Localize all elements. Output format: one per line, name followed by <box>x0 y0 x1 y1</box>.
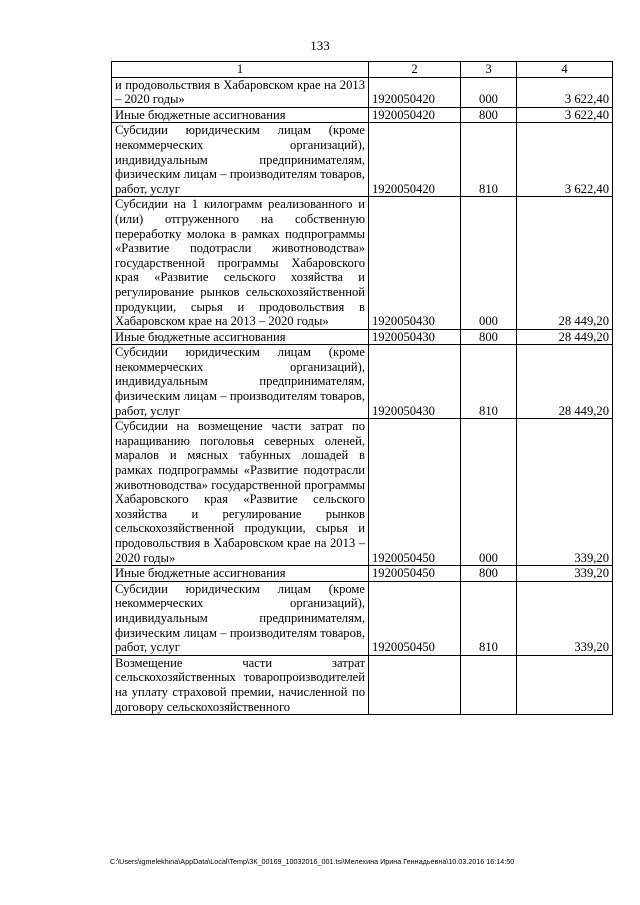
header-col-3: 3 <box>461 62 517 78</box>
table-header-row <box>112 62 613 78</box>
row-target-code: 1920050430 <box>369 197 461 329</box>
header-col-4: 4 <box>517 62 613 78</box>
row-expense-type: 000 <box>461 419 517 566</box>
row-amount: 28 449,20 <box>517 345 613 419</box>
table-row <box>112 197 613 329</box>
row-expense-type: 000 <box>461 197 517 329</box>
row-description: Субсидии юридическим лицам (кроме некоммерческих организаций), индивидуальным предпринимателям, физическим лицам – производителям товаров, работ, услуг <box>112 123 369 197</box>
row-expense-type: 800 <box>461 329 517 345</box>
row-description: Субсидии на 1 килограмм реализованного и (или) отгруженного на собственную переработку молока в рамках подпрограммы «Развитие подотрасли животноводства» государственной программы Хабаровского края «Развитие сельского хозяйства и регулирование рынков сельскохозяйственной продукции, сырья и продовольствия в Хабаровском крае на 2013 – 2020 годы» <box>112 197 369 329</box>
row-description: и продовольствия в Хабаровском крае на 2013 – 2020 годы» <box>112 77 369 107</box>
row-expense-type: 000 <box>461 77 517 107</box>
file-path-footer: C:\Users\igmelekhina\AppData\Local\Temp\ЗК_00169_10032016_001.tsi\Мелехина Ирина Геннадьевна\10.03.2016 16:14:50 <box>110 857 515 866</box>
row-amount: 339,20 <box>517 566 613 582</box>
row-expense-type: 810 <box>461 123 517 197</box>
table-row <box>112 655 613 714</box>
table-row <box>112 581 613 655</box>
row-target-code: 1920050430 <box>369 329 461 345</box>
row-description: Возмещение части затрат сельскохозяйственных товаропроизводителей на уплату страховой премии, начисленной по договору сельскохозяйственного <box>112 655 369 714</box>
row-target-code: 1920050420 <box>369 123 461 197</box>
row-amount: 339,20 <box>517 581 613 655</box>
row-amount: 28 449,20 <box>517 197 613 329</box>
row-amount: 339,20 <box>517 419 613 566</box>
table-row <box>112 329 613 345</box>
row-target-code: 1920050420 <box>369 107 461 123</box>
row-expense-type: 800 <box>461 566 517 582</box>
row-target-code: 1920050450 <box>369 419 461 566</box>
row-target-code: 1920050450 <box>369 581 461 655</box>
row-description: Субсидии юридическим лицам (кроме некоммерческих организаций), индивидуальным предпринимателям, физическим лицам – производителям товаров, работ, услуг <box>112 581 369 655</box>
table-row <box>112 345 613 419</box>
header-col-1: 1 <box>112 62 369 78</box>
row-amount: 3 622,40 <box>517 123 613 197</box>
row-target-code <box>369 655 461 714</box>
row-expense-type: 800 <box>461 107 517 123</box>
header-col-2: 2 <box>369 62 461 78</box>
row-amount <box>517 655 613 714</box>
row-amount: 3 622,40 <box>517 107 613 123</box>
table-row <box>112 77 613 107</box>
row-description: Иные бюджетные ассигнования <box>112 329 369 345</box>
row-target-code: 1920050450 <box>369 566 461 582</box>
row-amount: 3 622,40 <box>517 77 613 107</box>
row-description: Иные бюджетные ассигнования <box>112 566 369 582</box>
page-number: 133 <box>310 38 330 53</box>
row-expense-type: 810 <box>461 345 517 419</box>
budget-table <box>111 61 613 715</box>
row-amount: 28 449,20 <box>517 329 613 345</box>
row-description: Иные бюджетные ассигнования <box>112 107 369 123</box>
row-expense-type: 810 <box>461 581 517 655</box>
row-expense-type <box>461 655 517 714</box>
row-description: Субсидии на возмещение части затрат по наращиванию поголовья северных оленей, маралов и мясных табунных лошадей в рамках подпрограммы «Развитие подотрасли животноводства» государственной программы Хабаровского края «Развитие сельского хозяйства и регулирование рынков сельскохозяйственной продукции, сырья и продовольствия в Хабаровском крае на 2013 – 2020 годы» <box>112 419 369 566</box>
table-row <box>112 566 613 582</box>
table-row <box>112 419 613 566</box>
row-target-code: 1920050430 <box>369 345 461 419</box>
row-description: Субсидии юридическим лицам (кроме некоммерческих организаций), индивидуальным предпринимателям, физическим лицам – производителям товаров, работ, услуг <box>112 345 369 419</box>
table-row <box>112 107 613 123</box>
table-row <box>112 123 613 197</box>
row-target-code: 1920050420 <box>369 77 461 107</box>
